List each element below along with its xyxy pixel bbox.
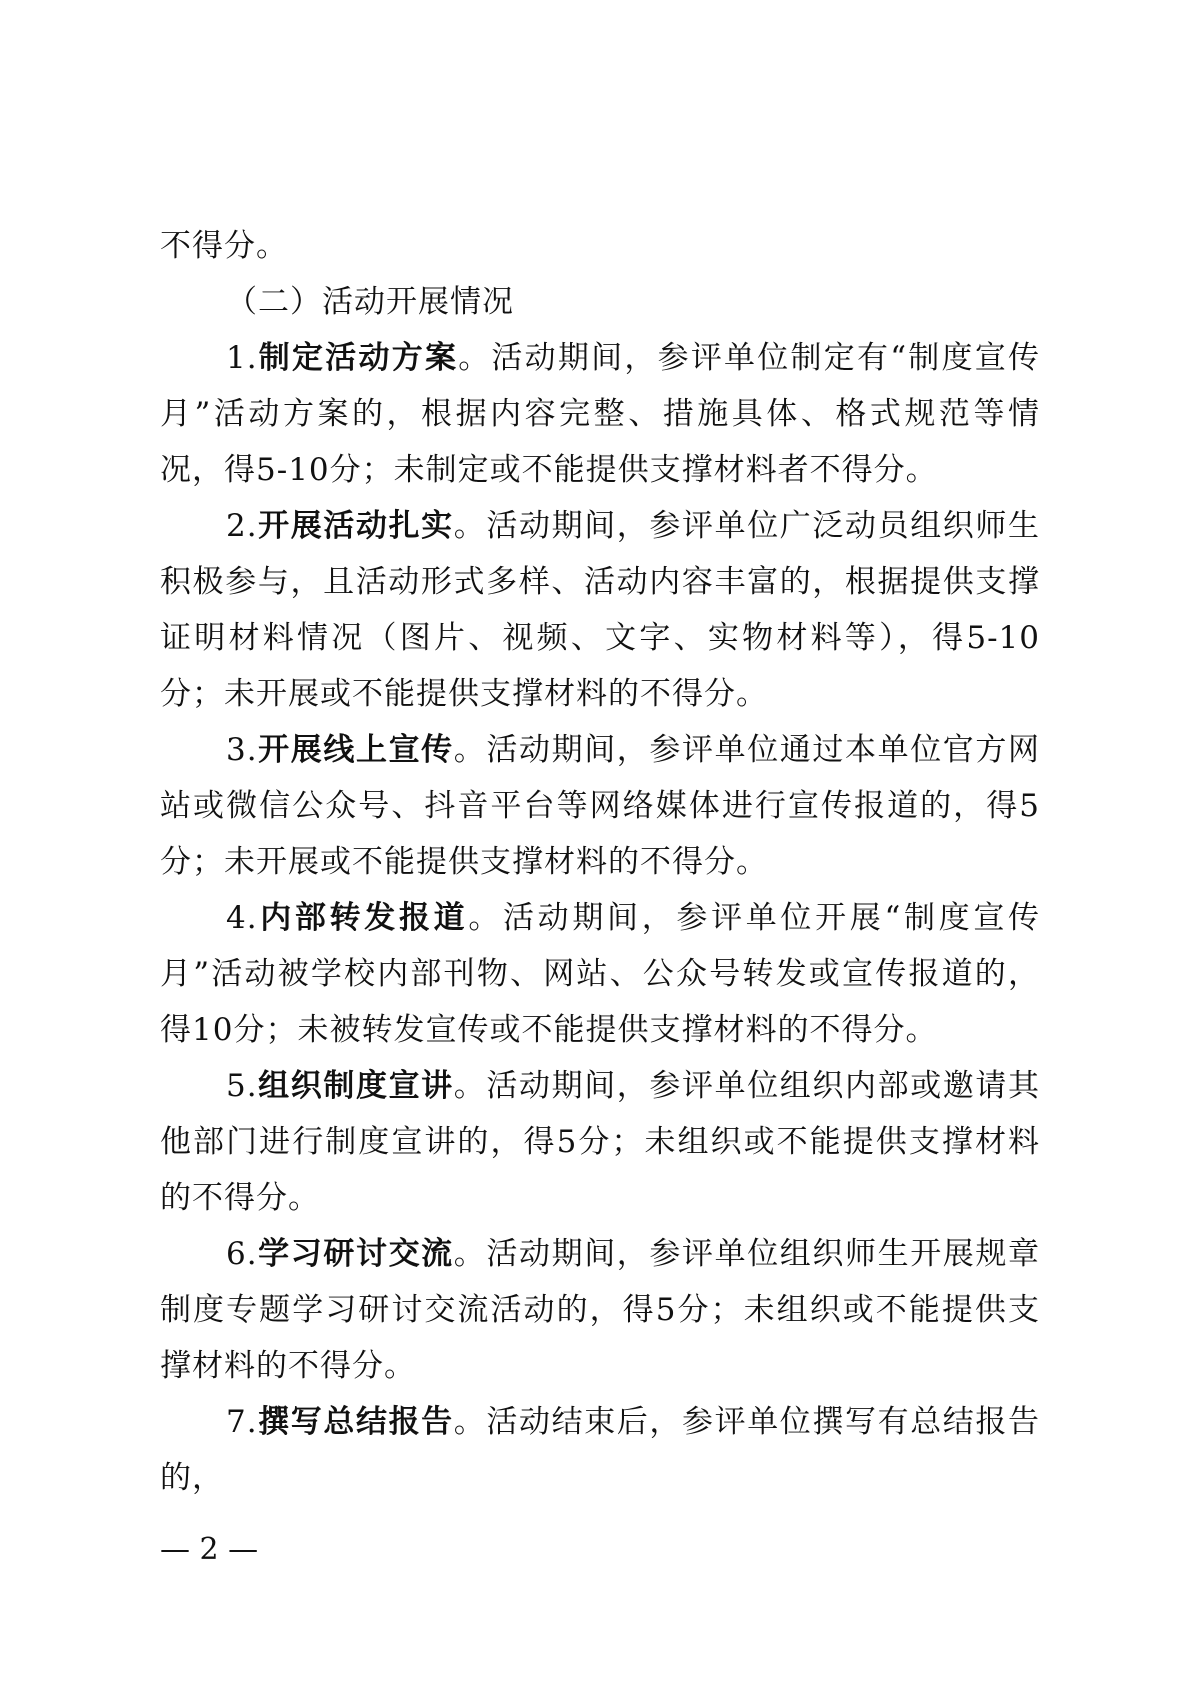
item-body: 。活动期间，参评单位组织内部或邀请其他部门进行制度宣讲的，得5分；未组织或不能提供支撑材料的不得分。	[160, 1068, 1041, 1216]
item-number: 2.	[226, 508, 258, 544]
section-heading: （二）活动开展情况	[226, 284, 514, 320]
list-item-4	[160, 890, 1040, 1058]
item-title: 制定活动方案	[257, 340, 459, 376]
item-number: 3.	[226, 732, 258, 768]
item-number: 5.	[226, 1068, 258, 1104]
item-body: 。活动期间，参评单位广泛动员组织师生积极参与，且活动形式多样、活动内容丰富的，根据提供支撑证明材料情况（图片、视频、文字、实物材料等），得5-10分；未开展或不能提供支撑材料的不得分。	[160, 508, 1041, 712]
item-body: 。活动期间，参评单位组织师生开展规章制度专题学习研讨交流活动的，得5分；未组织或不能提供支撑材料的不得分。	[160, 1236, 1041, 1384]
list-item-5	[160, 1058, 1040, 1226]
item-title: 开展线上宣传	[257, 732, 454, 768]
item-body: 。活动期间，参评单位通过本单位官方网站或微信公众号、抖音平台等网络媒体进行宣传报道的，得5分；未开展或不能提供支撑材料的不得分。	[160, 732, 1041, 880]
item-body: 。活动期间，参评单位制定有“制度宣传月”活动方案的，根据内容完整、措施具体、格式规范等情况，得5-10分；未制定或不能提供支撑材料者不得分。	[160, 340, 1040, 488]
item-title: 撰写总结报告	[257, 1404, 454, 1440]
list-item-2	[160, 498, 1040, 722]
item-title: 学习研讨交流	[257, 1236, 454, 1272]
list-item-3	[160, 722, 1040, 890]
document-body	[160, 218, 1040, 1506]
item-title: 开展活动扎实	[257, 508, 454, 544]
list-item-1	[160, 330, 1040, 498]
list-item-7	[160, 1394, 1040, 1506]
item-body: 。活动期间，参评单位开展“制度宣传月”活动被学校内部刊物、网站、公众号转发或宣传报道的，得10分；未被转发宣传或不能提供支撑材料的不得分。	[160, 900, 1041, 1048]
item-title: 内部转发报道	[257, 900, 469, 936]
item-title: 组织制度宣讲	[257, 1068, 454, 1104]
list-item-6	[160, 1226, 1040, 1394]
item-number: 4.	[226, 900, 258, 936]
item-number: 7.	[226, 1404, 258, 1440]
continued-paragraph: 不得分。	[160, 228, 288, 264]
item-number: 6.	[226, 1236, 258, 1272]
item-number: 1.	[226, 340, 258, 376]
page-number: — 2 —	[160, 1532, 259, 1567]
item-body: 。活动结束后，参评单位撰写有总结报告的，	[160, 1404, 1041, 1496]
